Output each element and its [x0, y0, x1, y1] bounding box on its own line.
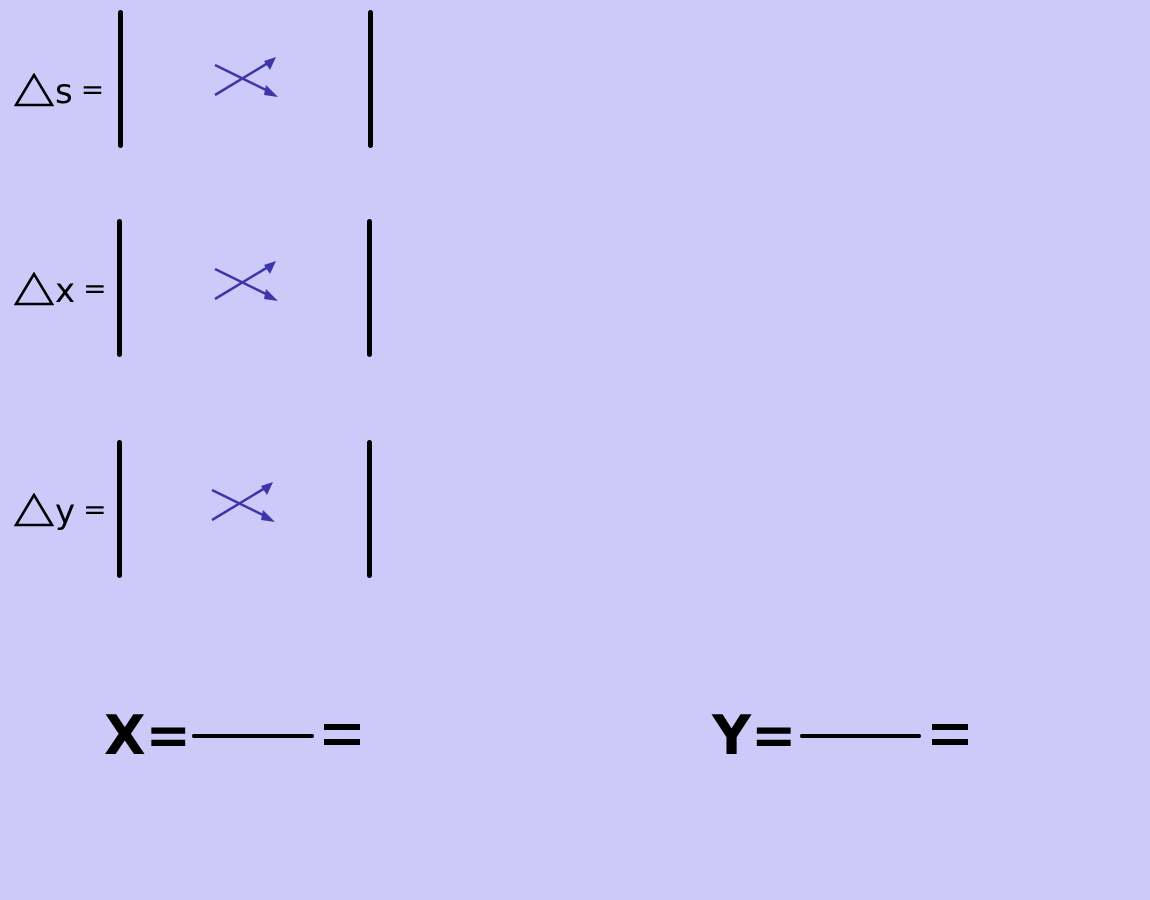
- delta-triangle-icon: [14, 493, 54, 527]
- formula-y-label: Y=: [712, 704, 797, 767]
- determinant-ds-cross-arrows-icon: [212, 55, 282, 105]
- formula-y-fraction-line: [800, 734, 921, 738]
- determinant-dx-row: [0, 219, 400, 359]
- determinant-dx-variable: x: [55, 271, 76, 311]
- determinant-dx-equals: =: [83, 272, 107, 305]
- determinant-ds-left-bar: [118, 10, 123, 148]
- determinant-dx-left-bar: [117, 219, 122, 357]
- determinant-dy-right-bar: [367, 440, 372, 578]
- formula-x-fraction-line: [192, 734, 314, 738]
- formula-y: [712, 706, 982, 766]
- determinant-ds-right-bar: [368, 10, 373, 148]
- determinant-dy-variable: y: [55, 492, 76, 532]
- formula-x-equals-sign: [324, 724, 360, 750]
- determinant-dx-right-bar: [367, 219, 372, 357]
- determinant-dy-label: [14, 490, 107, 530]
- formula-y-equals-sign: [932, 724, 968, 750]
- delta-triangle-icon: [14, 272, 54, 306]
- determinant-dy-equals: =: [83, 493, 107, 526]
- formula-x: [104, 706, 374, 766]
- formula-x-label: X=: [104, 704, 191, 767]
- determinant-dy-row: [0, 440, 400, 580]
- determinant-ds-row: [0, 10, 400, 150]
- determinant-ds-equals: =: [80, 73, 105, 106]
- determinant-ds-variable: s: [55, 72, 73, 112]
- determinant-ds-label: [14, 70, 104, 110]
- determinant-dy-left-bar: [117, 440, 122, 578]
- determinant-dy-cross-arrows-icon: [209, 480, 279, 530]
- delta-triangle-icon: [14, 73, 54, 107]
- determinant-dx-cross-arrows-icon: [212, 259, 282, 309]
- determinant-dx-label: [14, 269, 107, 309]
